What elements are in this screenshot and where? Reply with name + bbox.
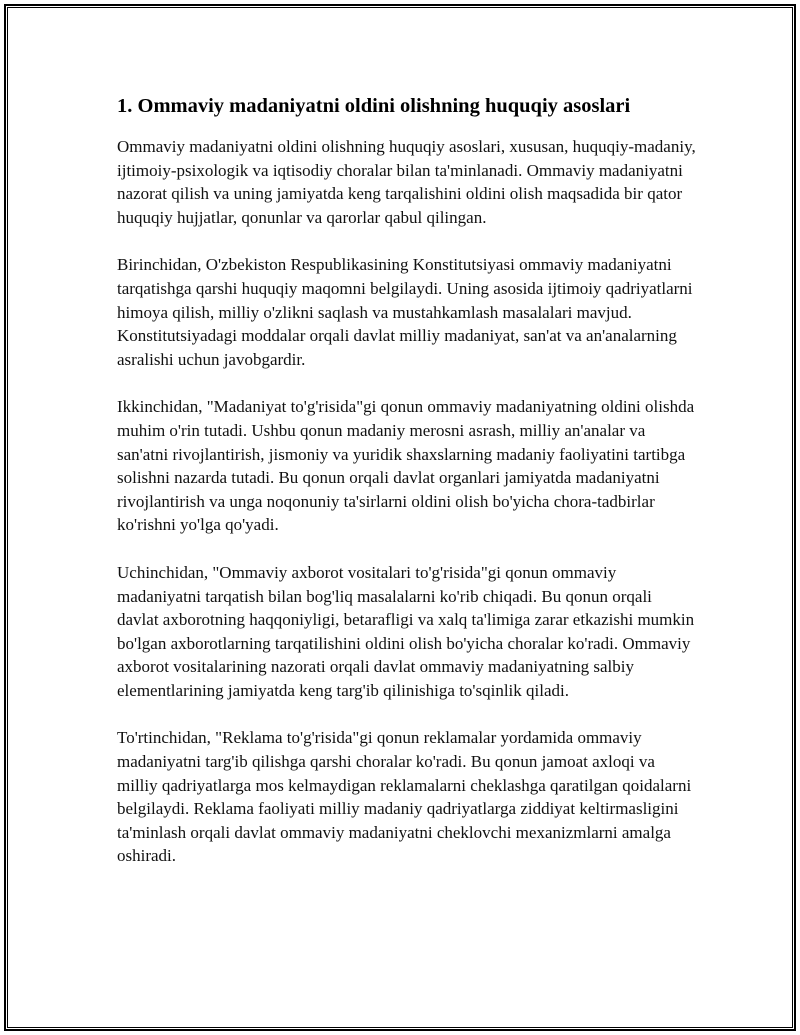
paragraph-media-law: Uchinchidan, "Ommaviy axborot vositalari to'g'risida"gi qonun ommaviy madaniyatni tarqatish bilan bog'liq masalalarni ko'rib chiqadi. Bu qonun orqali davlat axborotning haqqoniyligi, betarafligi va xalq ta'limiga zarar etkazishi mumkin bo'lgan axborotlarning tarqatilishini oldini olish bo'yicha choralar ko'radi. Ommaviy axborot vositalarining nazorati orqali davlat ommaviy madaniyatning salbiy elementlarining jamiyatda keng targ'ib qilinishiga to'sqinlik qiladi. bbox=[117, 562, 695, 700]
section-heading: 1. Ommaviy madaniyatni oldini olishning huquqiy asoslari bbox=[117, 95, 631, 117]
paragraph-constitution: Birinchidan, O'zbekiston Respublikasining Konstitutsiyasi ommaviy madaniyatni tarqatishga qarshi huquqiy maqomni belgilaydi. Uning asosida ijtimoiy qadriyatlarni himoya qilish, milliy o'zlikni saqlash va mustahkamlash masalalari mavjud. Konstitutsiyadagi moddalar orqali davlat milliy madaniyat, san'at va an'analarning asralishi uchun javobgardir. bbox=[117, 255, 693, 369]
paragraph-intro: Ommaviy madaniyatni oldini olishning huquqiy asoslari, xususan, huquqiy-madaniy, ijtimoiy-psixologik va iqtisodiy choralar bilan ta'minlanadi. Ommaviy madaniyatni nazorat qilish va uning jamiyatda keng tarqalishini oldini olish maqsadida bir qator huquqiy hujjatlar, qonunlar va qarorlar qabul qilingan. bbox=[117, 137, 696, 227]
paragraph-culture-law: Ikkinchidan, "Madaniyat to'g'risida"gi qonun ommaviy madaniyatning oldini olishda muhim o'rin tutadi. Ushbu qonun madaniy merosni asrash, milliy an'analar va san'atni rivojlantirish, jismoniy va yuridik shaxslarning madaniy faoliyatini tartibga solishni nazarda tutadi. Bu qonun orqali davlat organlari jamiyatda madaniyatni rivojlantirish va unga noqonuniy ta'sirlarni oldini olish bo'yicha chora-tadbirlar ko'rishni yo'lga qo'yadi. bbox=[117, 397, 695, 535]
paragraph-advertising-law: To'rtinchidan, "Reklama to'g'risida"gi qonun reklamalar yordamida ommaviy madaniyatni targ'ib qilishga qarshi choralar ko'radi. Bu qonun jamoat axloqi va milliy qadriyatlarga mos kelmaydigan reklamalarni cheklashga qaratilgan qoidalarni belgilaydi. Reklama faoliyati milliy madaniy qadriyatlarga ziddiyat keltirmasligini ta'minlash orqali davlat ommaviy madaniyatni cheklovchi mexanizmlarni amalga oshiradi. bbox=[117, 728, 692, 866]
document-body bbox=[117, 92, 697, 892]
